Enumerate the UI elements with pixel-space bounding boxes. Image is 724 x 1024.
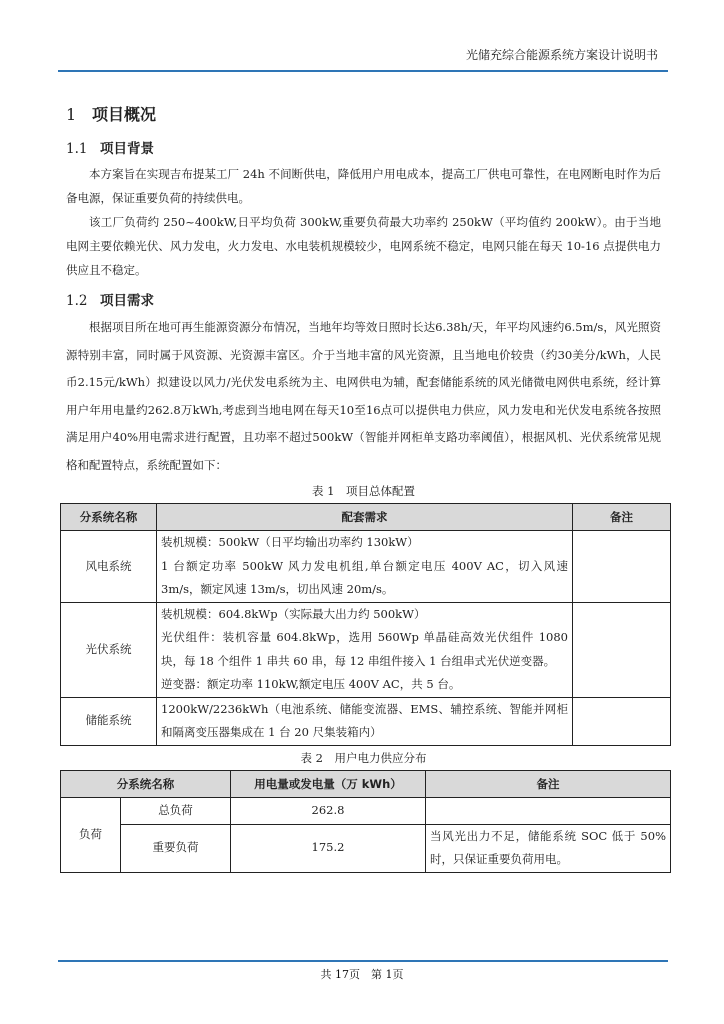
requirement-line: 装机规模：500kW（日平均输出功率约 130kW） <box>161 535 419 549</box>
table-header-cell: 分系统名称 <box>61 770 231 797</box>
table-row <box>61 697 671 745</box>
table-row <box>61 602 671 697</box>
table-header-cell: 备注 <box>426 770 671 797</box>
note-cell: 当风光出力不足，储能系统 SOC 低于 50%时，只保证重要负荷用电。 <box>426 824 671 872</box>
table-row <box>61 797 671 824</box>
table-header-cell: 分系统名称 <box>61 504 157 531</box>
note-cell <box>426 797 671 824</box>
table-row <box>61 824 671 872</box>
table-1-caption: 表 1 项目总体配置 <box>312 484 415 498</box>
section-title: 项目需求 <box>100 293 154 309</box>
table-header-cell: 用电量或发电量（万 kWh） <box>231 770 426 797</box>
table-header-cell: 备注 <box>573 504 671 531</box>
requirement-cell <box>157 602 573 697</box>
section-number: 1.2 <box>66 293 88 309</box>
section-1-heading <box>66 100 661 130</box>
load-value: 262.8 <box>231 797 426 824</box>
section-number: 1 <box>66 105 77 124</box>
requirement-line: 逆变器：额定功率 110kW,额定电压 400V AC，共 5 台。 <box>161 677 461 691</box>
section-1-1-heading <box>66 136 661 162</box>
requirement-line: 1 台额定功率 500kW 风力发电机组,单台额定电压 400V AC，切入风速 3m/s，额定风速 13m/s，切出风速 20m/s。 <box>161 558 568 596</box>
requirement-cell <box>157 697 573 745</box>
table-2-caption: 表 2 用户电力供应分布 <box>300 750 427 765</box>
group-name: 负荷 <box>61 797 121 872</box>
table-2-supply <box>60 770 671 873</box>
table-header-cell: 配套需求 <box>157 504 573 531</box>
document-header-title: 光储充综合能源系统方案设计说明书 <box>465 48 658 62</box>
section-title: 项目概况 <box>92 105 157 124</box>
table-row <box>61 531 671 603</box>
subsystem-name: 风电系统 <box>61 531 157 603</box>
requirement-line: 1200kW/2236kWh（电池系统、储能变流器、EMS、辅控系统、智能并网柜和隔离变压器集成在 1 台 20 尺集装箱内） <box>161 701 568 739</box>
paragraph: 该工厂负荷约 250~400kW,日平均负荷 300kW,重要负荷最大功率约 250kW（平均值约 200kW）。由于当地电网主要依赖光伏、风力发电，火力发电、水电装机规模较少，电网系统不稳定，电网只能在每天 10-16 点提供电力供应且不稳定。 <box>66 215 661 277</box>
document-body <box>66 100 666 873</box>
page-number: 共 17页 第 1页 <box>320 968 404 981</box>
requirement-line: 装机规模：604.8kWp（实际最大出力约 500kW） <box>161 606 426 621</box>
subsystem-name: 光伏系统 <box>61 602 157 697</box>
note-cell <box>573 697 671 745</box>
note-cell <box>573 531 671 603</box>
note-cell <box>573 602 671 697</box>
load-value: 175.2 <box>231 824 426 872</box>
section-title: 项目背景 <box>100 141 154 157</box>
load-name: 重要负荷 <box>121 824 231 872</box>
load-name: 总负荷 <box>121 797 231 824</box>
subsystem-name: 储能系统 <box>61 697 157 745</box>
requirement-line: 光伏组件：装机容量 604.8kWp，选用 560Wp 单晶硅高效光伏组件 1080 块，每 18 个组件 1 串共 60 串，每 12 串组件接入 1 台组串式光伏逆变器。 <box>161 630 568 668</box>
footer-divider <box>58 960 668 962</box>
requirement-cell <box>157 531 573 603</box>
paragraph: 本方案旨在实现吉布提某工厂 24h 不间断供电，降低用户用电成本，提高工厂供电可靠性，在电网断电时作为后备电源，保证重要负荷的持续供电。 <box>66 167 661 205</box>
header-divider <box>58 70 668 72</box>
section-number: 1.1 <box>66 141 88 157</box>
table-1-config <box>60 503 671 746</box>
section-1-2-heading <box>66 288 661 314</box>
paragraph: 根据项目所在地可再生能源资源分布情况，当地年均等效日照时长达6.38h/天，年平均风速约6.5m/s，风光照资源特别丰富，同时属于风资源、光资源丰富区。介于当地丰富的风光资源，且当地电价较贵（约30美分/kWh，人民币2.15元/kWh）拟建设以风力/光伏发电系统为主、电网供电为辅，配套储能系统的风光储微电网供电系统，经计算用户年用电量约262.8万kWh,考虑到当地电网在每天10至16点可以提供电力供应，风力发电和光伏发电系统各按照满足用户40%用电需求进行配置，且功率不超过500kW（智能并网柜单支路功率阈值），根据风机、光伏系统常见规格和配置特点，系统配置如下： <box>66 320 661 472</box>
